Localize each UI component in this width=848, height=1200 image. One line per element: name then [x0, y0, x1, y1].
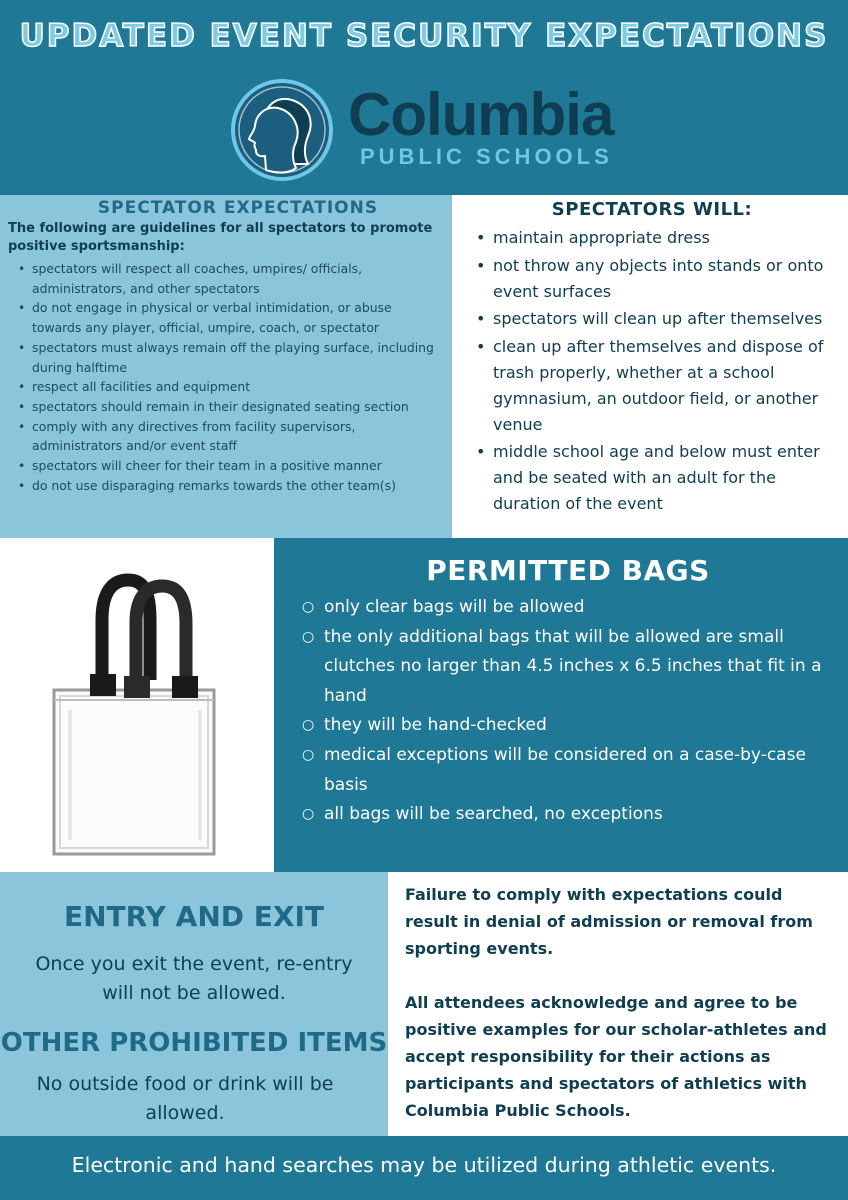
spectator-expectations-intro: The following are guidelines for all spectators to promote positive sportsmanship:	[8, 221, 433, 254]
list-item: • clean up after themselves and dispose of trash properly, whether at a school gymnasium, an outdoor field, or another venue	[493, 334, 834, 438]
spectators-will-list	[470, 225, 834, 517]
permitted-bags-section	[274, 538, 848, 872]
list-item: • do not engage in physical or verbal intimidation, or abuse towards any player, official, umpire, coach, or spectator	[32, 298, 444, 337]
entry-exit-title: ENTRY AND EXIT	[63, 900, 325, 933]
list-item: • maintain appropriate dress	[493, 225, 834, 251]
list-item: ○ medical exceptions will be considered on a case-by-case basis	[324, 741, 834, 800]
list-item: • respect all facilities and equipment	[32, 377, 444, 397]
notice-section	[388, 872, 848, 1136]
permitted-bags-list	[302, 593, 834, 830]
list-item: ○ they will be hand-checked	[324, 711, 834, 741]
footer-banner	[0, 1136, 848, 1200]
prohibited-items-text: No outside food or drink will be allowed.	[36, 1073, 334, 1124]
spectators-will-title: SPECTATORS WILL:	[551, 199, 753, 220]
two-profiles-icon	[230, 78, 334, 182]
prohibited-items-title: OTHER PROHIBITED ITEMS	[0, 1028, 388, 1058]
list-item: • middle school age and below must enter and be seated with an adult for the duration of the event	[493, 439, 834, 517]
list-item: ○ all bags will be searched, no exceptions	[324, 800, 834, 830]
spectator-expectations-section	[0, 195, 452, 538]
acknowledgement-notice: All attendees acknowledge and agree to be positive examples for our scholar-athletes and accept responsibility for their actions as participants and spectators of athletics with Columbia Public Schools.	[405, 993, 827, 1120]
list-item: ○ the only additional bags that will be allowed are small clutches no larger than 4.5 inches x 6.5 inches that fit in a hand	[324, 623, 834, 712]
list-item: • do not use disparaging remarks towards the other team(s)	[32, 476, 444, 496]
spectator-expectations-list	[8, 259, 444, 495]
list-item: • spectators will clean up after themselves	[493, 306, 834, 332]
list-item: • spectators should remain in their designated seating section	[32, 397, 444, 417]
logo-name: Columbia	[348, 81, 614, 148]
footer-text: Electronic and hand searches may be utilized during athletic events.	[71, 1153, 777, 1177]
list-item: • not throw any objects into stands or onto event surfaces	[493, 253, 834, 305]
bag-image-panel	[0, 538, 274, 872]
list-item: ○ only clear bags will be allowed	[324, 593, 834, 623]
list-item: • spectators must always remain off the playing surface, including during halftime	[32, 338, 444, 377]
entry-exit-section	[0, 872, 388, 1136]
list-item: • spectators will cheer for their team in a positive manner	[32, 456, 444, 476]
header-banner	[0, 0, 848, 195]
list-item: • comply with any directives from facility supervisors, administrators and/or event staff	[32, 417, 444, 456]
clear-bag-icon	[40, 560, 240, 860]
page-title: UPDATED EVENT SECURITY EXPECTATIONS	[19, 18, 829, 54]
failure-notice: Failure to comply with expectations could result in denial of admission or removal from sporting events.	[405, 885, 813, 958]
permitted-bags-title: PERMITTED BAGS	[426, 554, 710, 587]
list-item: • spectators will respect all coaches, umpires/ officials, administrators, and other spectators	[32, 259, 444, 298]
logo-subtitle: PUBLIC SCHOOLS	[360, 144, 613, 169]
spectators-will-section	[452, 195, 848, 538]
entry-exit-text: Once you exit the event, re-entry will not be allowed.	[35, 953, 353, 1004]
spectator-expectations-title: SPECTATOR EXPECTATIONS	[97, 198, 379, 218]
